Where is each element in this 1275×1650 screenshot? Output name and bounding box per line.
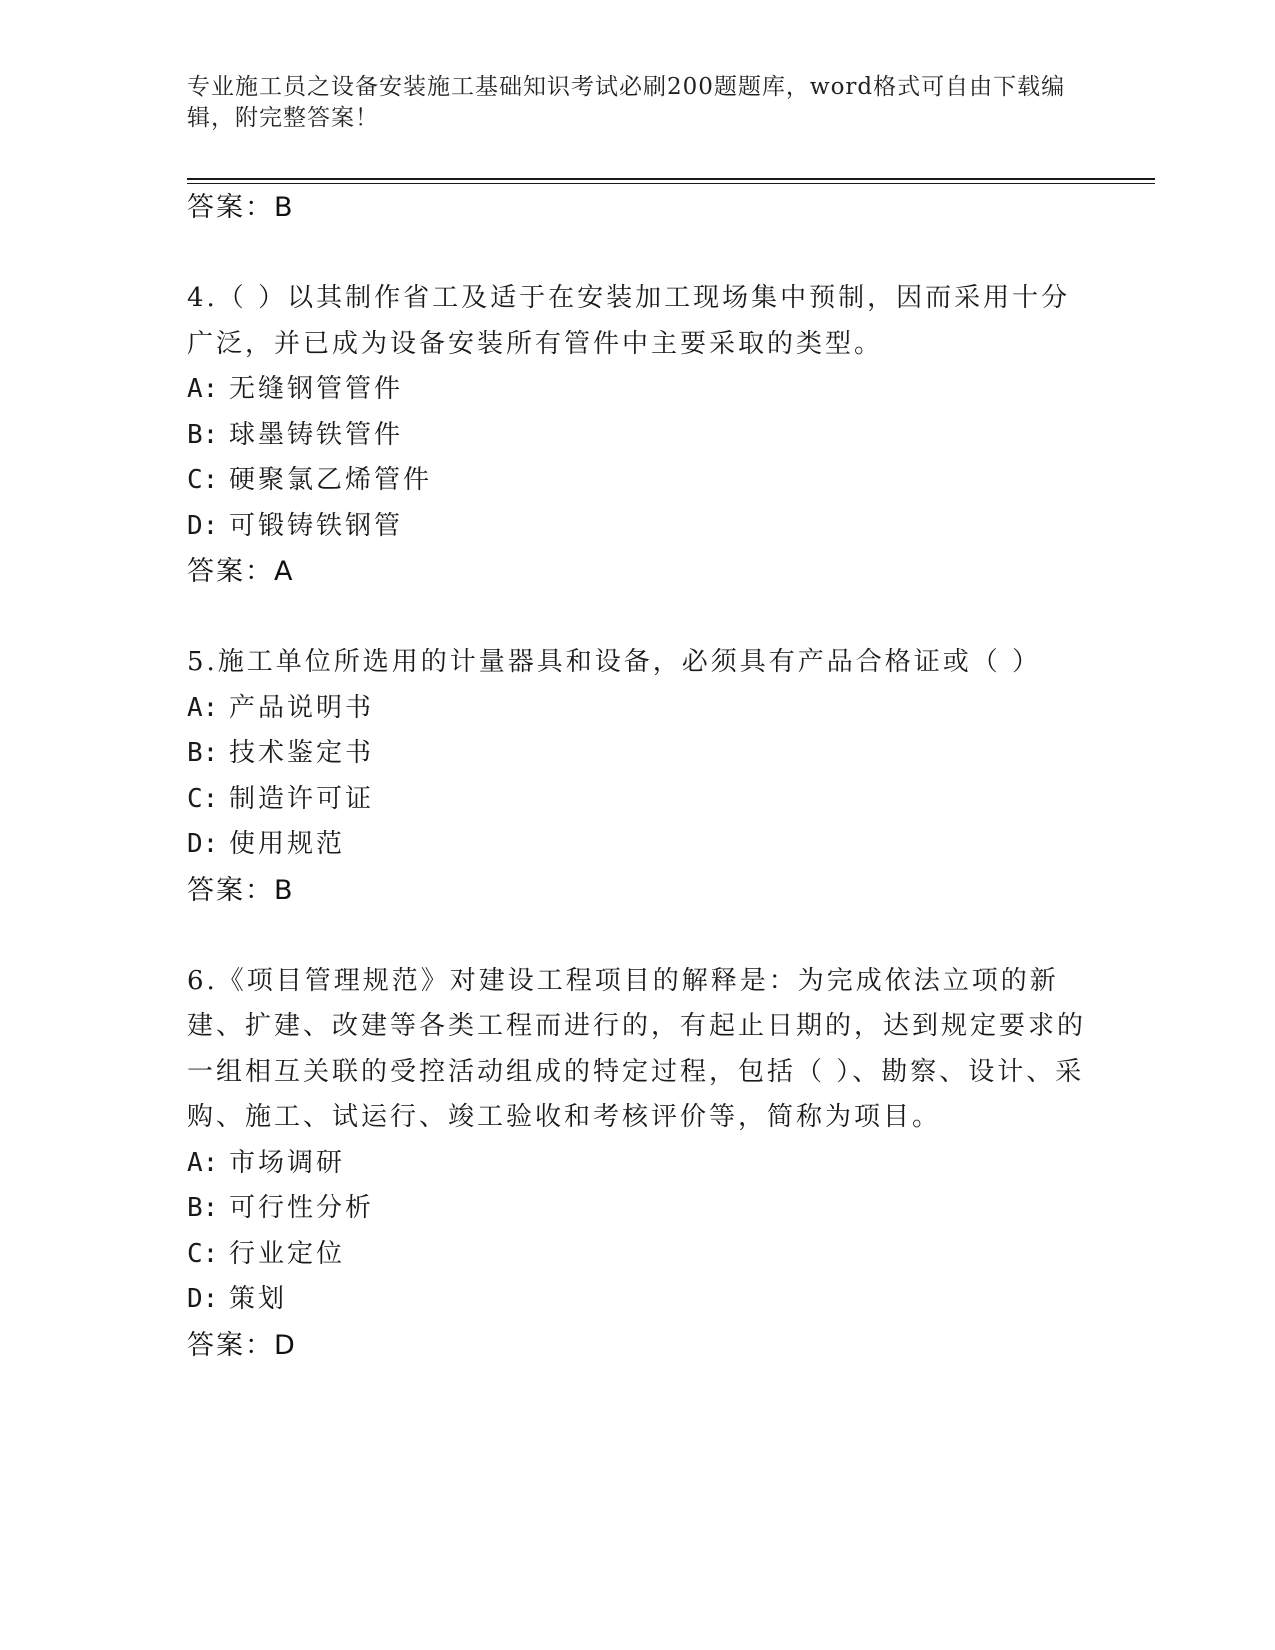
- option-a: [187, 367, 1087, 413]
- option-text: 无缝钢管管件: [229, 374, 404, 404]
- option-b: [187, 1186, 1087, 1232]
- answer-value: D: [274, 1329, 297, 1361]
- question-4: [187, 276, 1087, 595]
- answer-line: [187, 868, 1087, 914]
- option-b: [187, 731, 1087, 777]
- option-letter: D:: [187, 1284, 219, 1314]
- option-text: 行业定位: [229, 1238, 346, 1269]
- answer-line: [187, 185, 1087, 231]
- question-stem: 4.（ ）以其制作省工及适于在安装加工现场集中预制，因而采用十分广泛，并已成为设备安装所有管件中主要采取的类型。: [187, 283, 1071, 359]
- answer-label: 答案：: [187, 1329, 274, 1361]
- answer-label: 答案：: [187, 556, 274, 587]
- question-stem: 5.施工单位所选用的计量器具和设备，必须具有产品合格证或（ ）: [187, 647, 1042, 677]
- option-a: [187, 1141, 1087, 1187]
- question-list: [187, 185, 1087, 1369]
- answer-value: B: [274, 192, 295, 223]
- option-b: [187, 413, 1087, 459]
- option-letter: C:: [187, 465, 219, 495]
- question-stem: 6.《项目管理规范》对建设工程项目的解释是：为完成依法立项的新建、扩建、改建等各类工程而进行的，有起止日期的，达到规定要求的一组相互关联的受控活动组成的特定过程，包括（ ）、勘察、设计、采购、施工、试运行、竣工验收和考核评价等，简称为项目。: [187, 965, 1087, 1132]
- option-a: [187, 686, 1087, 732]
- option-letter: D:: [187, 510, 219, 541]
- answer-line: [187, 1323, 1087, 1369]
- option-letter: B:: [187, 738, 219, 768]
- answer-value: A: [274, 556, 295, 587]
- option-text: 策划: [229, 1284, 288, 1314]
- spacer: [187, 914, 1087, 959]
- answer-value: B: [274, 874, 295, 906]
- option-letter: B:: [187, 419, 219, 450]
- option-text: 硬聚氯乙烯管件: [229, 465, 433, 495]
- option-c: [187, 777, 1087, 823]
- option-text: 使用规范: [229, 829, 346, 859]
- option-c: [187, 458, 1087, 504]
- option-text: 可行性分析: [229, 1193, 375, 1223]
- option-d: [187, 1277, 1087, 1323]
- answer-line: [187, 549, 1087, 595]
- option-text: 市场调研: [229, 1147, 346, 1178]
- document-header: 专业施工员之设备安装施工基础知识考试必刷200题题库，word格式可自由下载编辑，附完整答案！: [187, 74, 1066, 131]
- option-letter: A:: [187, 1147, 219, 1178]
- option-letter: A:: [187, 692, 219, 723]
- option-text: 技术鉴定书: [229, 738, 375, 768]
- option-letter: A:: [187, 374, 219, 404]
- option-text: 制造许可证: [229, 783, 375, 814]
- option-letter: C:: [187, 783, 219, 814]
- option-letter: C:: [187, 1238, 219, 1269]
- option-d: [187, 504, 1087, 550]
- header-rule-thin: [187, 183, 1155, 184]
- option-letter: B:: [187, 1193, 219, 1223]
- answer-label: 答案：: [187, 192, 274, 223]
- option-text: 可锻铸铁钢管: [229, 510, 404, 541]
- option-text: 产品说明书: [229, 692, 375, 723]
- question-5: [187, 640, 1087, 914]
- question-6: [187, 959, 1087, 1369]
- answer-label: 答案：: [187, 874, 274, 906]
- option-text: 球墨铸铁管件: [229, 419, 404, 450]
- spacer: [187, 231, 1087, 276]
- option-c: [187, 1232, 1087, 1278]
- header-rule-thick: [187, 178, 1155, 180]
- option-d: [187, 822, 1087, 868]
- option-letter: D:: [187, 829, 219, 859]
- spacer: [187, 595, 1087, 640]
